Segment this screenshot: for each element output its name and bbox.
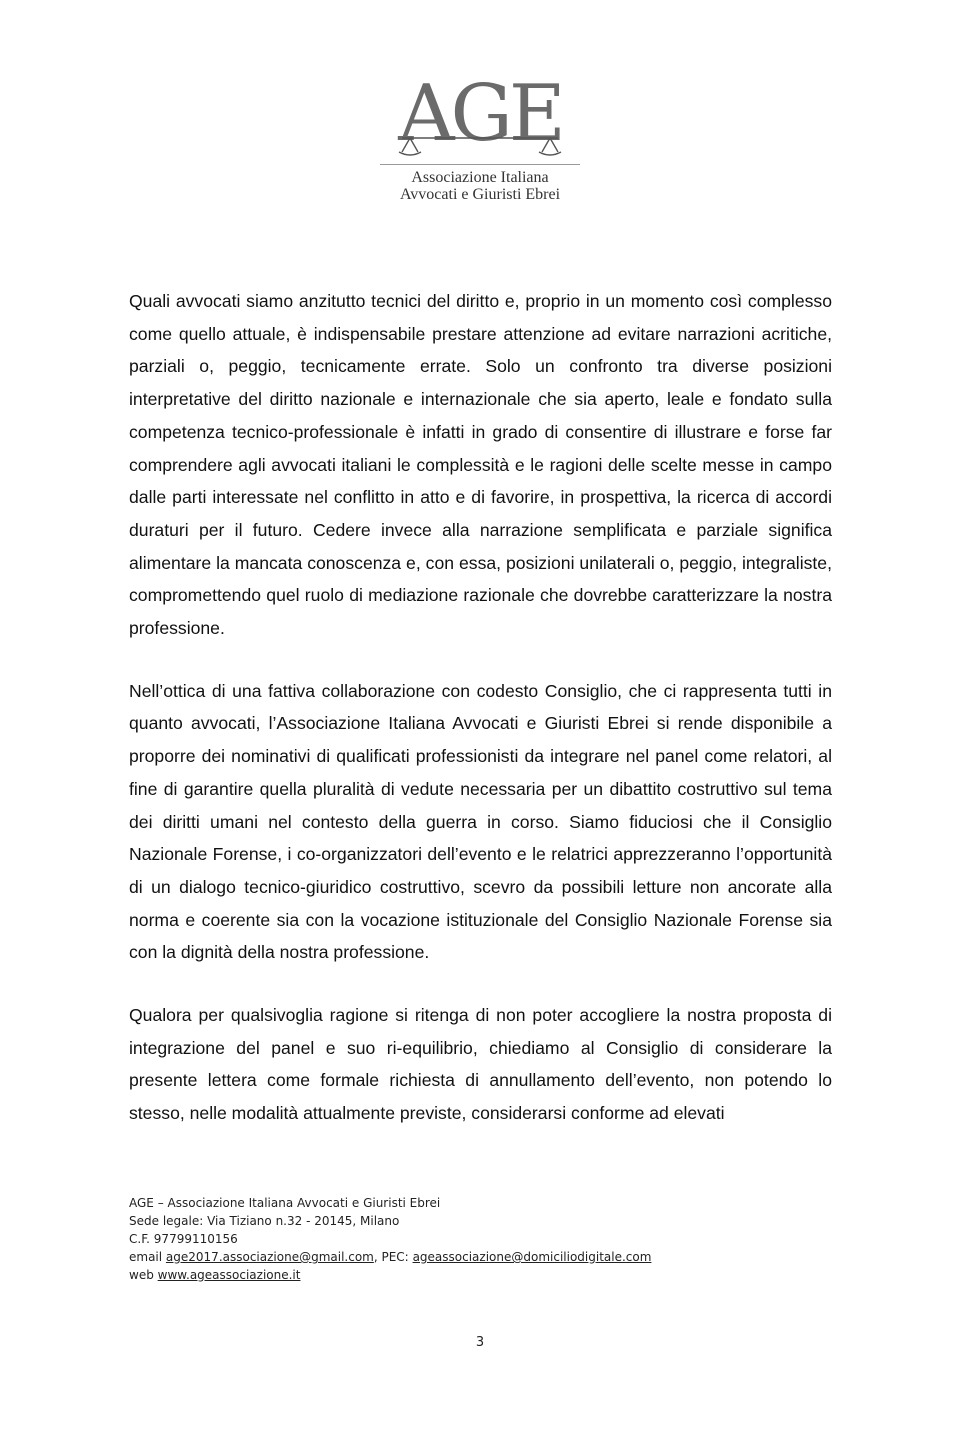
letterhead-logo	[380, 69, 580, 203]
paragraph-2: Nell’ottica di una fattiva collaborazione con codesto Consiglio, che ci rappresenta tutti in quanto avvocati, l’Associazione Italiana Avvocati e Giuristi Ebrei si rende disponibile a proporre dei nominativi di qualificati professionisti da integrare nel panel come relatori, al fine di garantire quella pluralità di vedute necessaria per un dibattito costruttivo sul tema dei diritti umani nel contesto della guerra in corso. Siamo fiduciosi che il Consiglio Nazionale Forense, i co-organizzatori dell’evento e le relatrici apprezzeranno l’opportunità di un dialogo tecnico-giuridico costruttivo, scevro da possibili letture non ancorate alla norma e coerente sia con la vocazione istituzionale del Consiglio Nazionale Forense sia con la dignità della nostra professione.	[129, 680, 832, 963]
page-number: 3	[475, 1335, 485, 1350]
footer-email-label: email	[129, 1250, 163, 1264]
footer-web-link[interactable]: www.ageassociazione.it	[157, 1268, 301, 1282]
logo-name-line-2: Avvocati e Giuristi Ebrei	[399, 186, 561, 203]
logo-mark	[380, 69, 580, 162]
footer-pec-link[interactable]: ageassociazione@domiciliodigitale.com	[412, 1250, 652, 1264]
logo-wordmark: AGE	[398, 69, 562, 159]
paragraph-3: Qualora per qualsivoglia ragione si ritenga di non poter accogliere la nostra proposta di integrazione del panel e suo ri-equilibrio, chiediamo al Consiglio di considerare la presente lettera come formale richiesta di annullamento dell’evento, non potendo lo stesso, nelle modalità attualmente previste, considerarsi conforme ad elevati	[129, 1005, 832, 1124]
scales-of-justice-icon	[380, 78, 580, 162]
footer-web	[129, 1266, 829, 1284]
logo-divider	[380, 164, 580, 165]
footer-tax-code: C.F. 97799110156	[129, 1232, 238, 1246]
footer-contacts	[129, 1248, 829, 1266]
page-footer	[129, 1194, 829, 1284]
footer-pec-label: , PEC:	[373, 1250, 409, 1264]
footer-web-label: web	[129, 1268, 154, 1282]
logo-name-line-1: Associazione Italiana	[411, 169, 549, 186]
paragraph-1: Quali avvocati siamo anzitutto tecnici del diritto e, proprio in un momento così complesso come quello attuale, è indispensabile prestare attenzione ad evitare narrazioni acritiche, parziali o, peggio, tecnicamente errate. Solo un confronto tra diverse posizioni interpretative del diritto nazionale e internazionale che sia aperto, leale e fondato sulla competenza tecnico-professionale è infatti in grado di consentire di illustrare e forse far comprendere agli avvocati italiani le complessità e le ragioni delle scelte messe in campo dalle parti interessate nel conflitto in atto e di favorire, in prospettiva, la ricerca di accordi duraturi per il futuro. Cedere invece alla narrazione semplificata e parziale significa alimentare la mancata conoscenza e, con essa, posizioni unilaterali o, peggio, integraliste, compromettendo quel ruolo di mediazione razionale che dovrebbe caratterizzare la nostra professione.	[129, 291, 832, 639]
letter-body	[129, 285, 832, 1160]
footer-address: Sede legale: Via Tiziano n.32 - 20145, Milano	[129, 1214, 400, 1228]
footer-organization: AGE – Associazione Italiana Avvocati e Giuristi Ebrei	[129, 1196, 441, 1210]
footer-email-link[interactable]: age2017.associazione@gmail.com	[165, 1250, 374, 1264]
